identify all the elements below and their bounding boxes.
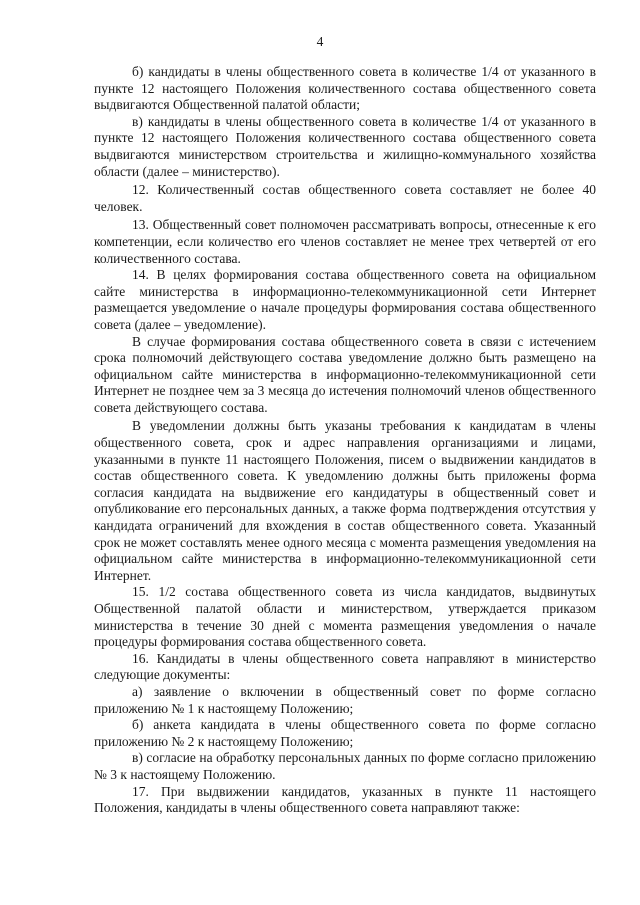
paragraph-11v: в) кандидаты в члены общественного совета в количестве 1/4 от указанного в пункте 12 настоящего Положения количественного состава общественного совета выдвигаются министерством строительства и жилищно-коммунального хозяйства области (далее – министерство). — [94, 113, 596, 179]
paragraph-14-term: В случае формирования состава общественного совета в связи с истечением срока полномочий действующего состава уведомление должно быть размещено на официальном сайте министерства в информационно-телекоммуникационной сети Интернет не позднее чем за 3 месяца до истечения полномочий членов общественного совета действующего состава. — [94, 333, 596, 415]
paragraph-16a: а) заявление о включении в общественный совет по форме согласно приложению № 1 к настоящему Положению; — [94, 683, 596, 716]
paragraph-13: 13. Общественный совет полномочен рассматривать вопросы, отнесенные к его компетенции, если количество его членов составляет не менее трех четвертей от его количественного состава. — [94, 217, 596, 266]
paragraph-16v: в) согласие на обработку персональных данных по форме согласно приложению № 3 к настоящему Положению. — [94, 750, 596, 782]
paragraph-17: 17. При выдвижении кандидатов, указанных в пункте 11 настоящего Положения, кандидаты в члены общественного совета направляют также: — [94, 783, 596, 816]
paragraph-14-notice: В уведомлении должны быть указаны требования к кандидатам в члены общественного совета, срок и адрес направления организациями и лицами, указанными в пункте 11 настоящего Положения, писем о выдвижении кандидатов в состав общественного совета. К уведомлению должны быть приложены форма согласия кандидата на выдвижение его кандидатуры в общественный совет и опубликование его персональных данных, а также форма подтверждения отсутствия у кандидата ограничений для вхождения в состав общественного совета. Указанный срок не может составлять менее одного месяца с момента размещения уведомления на официальном сайте министерства в информационно-телекоммуникационной сети Интернет. — [94, 418, 596, 583]
document-body — [94, 64, 596, 817]
paragraph-14: 14. В целях формирования состава общественного совета на официальном сайте министерства в информационно-телекоммуникационной сети Интернет размещается уведомление о начале процедуры формирования состава общественного совета (далее – уведомление). — [94, 267, 596, 332]
paragraph-12: 12. Количественный состав общественного совета составляет не более 40 человек. — [94, 182, 596, 214]
paragraph-16b: б) анкета кандидата в члены общественного совета по форме согласно приложению № 2 к настоящему Положению; — [94, 717, 596, 749]
paragraph-16: 16. Кандидаты в члены общественного совета направляют в министерство следующие документы: — [94, 650, 596, 683]
paragraph-11b: б) кандидаты в члены общественного совета в количестве 1/4 от указанного в пункте 12 настоящего Положения количественного состава общественного совета выдвигаются Общественной палатой области; — [94, 64, 596, 113]
page-number: 4 — [316, 34, 324, 49]
paragraph-15: 15. 1/2 состава общественного совета из числа кандидатов, выдвинутых Общественной палатой области и министерством, утверждается приказом министерства в течение 30 дней с момента размещения уведомления о начале процедуры формирования состава общественного совета. — [94, 584, 596, 650]
